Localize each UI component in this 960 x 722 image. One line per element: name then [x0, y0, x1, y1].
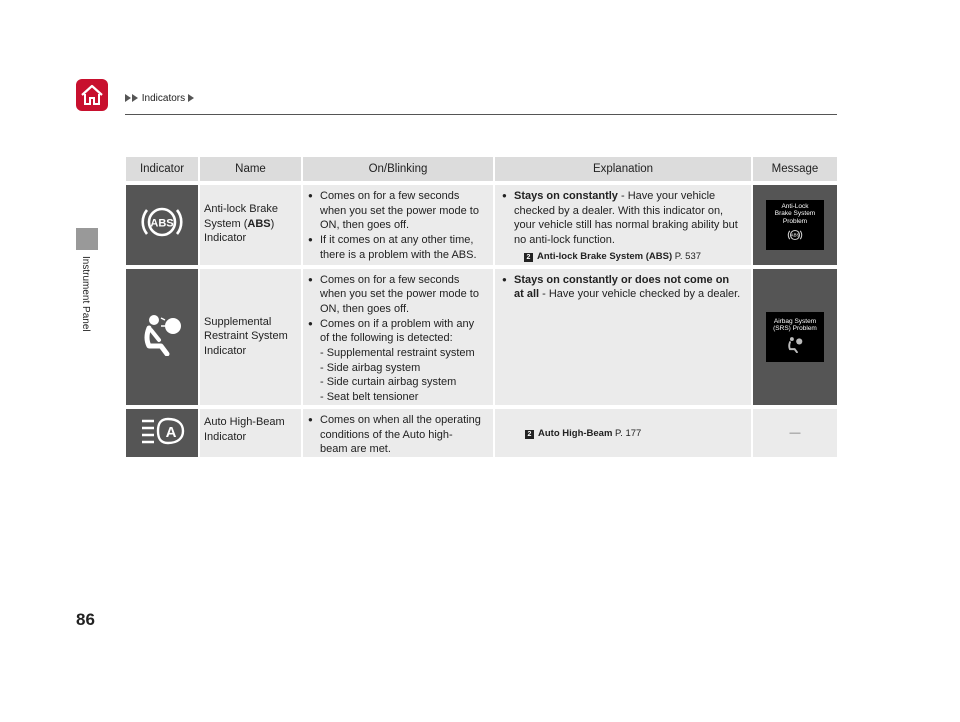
- indicator-name-abbr: ABS: [247, 217, 271, 230]
- auto-high-beam-icon: [138, 416, 186, 446]
- svg-text:ABS: ABS: [150, 217, 174, 230]
- page-number: 86: [76, 610, 95, 629]
- explanation-cell: [495, 405, 753, 457]
- indicator-name: ): [270, 217, 275, 230]
- list-item: ● Comes on for a few seconds when you set the power mode to ON, then goes off.: [307, 189, 489, 233]
- message-none: —: [789, 426, 801, 439]
- list-item: ● Stays on constantly or does not come on at all - Have your vehicle checked by a dealer.: [501, 273, 745, 302]
- list-item: ● If it comes on at any other time, there is a problem with the ABS.: [307, 233, 489, 262]
- abs-icon: [139, 202, 185, 242]
- cross-reference-link[interactable]: 2 Anti-lock Brake System (ABS) P. 537: [524, 250, 745, 265]
- breadcrumb-arrow-icon: [132, 94, 138, 102]
- explanation-cell: [495, 265, 753, 405]
- breadcrumb-arrow-icon: [188, 94, 194, 102]
- message-cell: [753, 405, 837, 457]
- table-row: [126, 265, 837, 405]
- column-header: On/Blinking: [303, 157, 495, 181]
- name-cell: [200, 405, 303, 457]
- home-button[interactable]: [76, 79, 108, 111]
- svg-text:A: A: [165, 423, 177, 441]
- table-row: [126, 405, 837, 457]
- indicator-name: Indicator: [204, 430, 247, 443]
- indicator-name: System (: [204, 217, 248, 230]
- indicator-table: [126, 157, 837, 457]
- abs-icon: [787, 228, 803, 242]
- table-row: [126, 181, 837, 265]
- indicator-name: Restraint System: [204, 330, 288, 343]
- indicator-cell: [126, 265, 200, 405]
- indicator-name: Auto High-Beam: [204, 415, 285, 428]
- indicator-cell: [126, 405, 200, 457]
- indicator-name: Anti-lock Brake: [204, 203, 278, 215]
- indicator-name: Indicator: [204, 345, 247, 358]
- section-label: Instrument Panel: [80, 256, 91, 332]
- breadcrumb-arrow-icon: [125, 94, 131, 102]
- name-cell: [200, 265, 303, 405]
- cross-reference-link[interactable]: 2 Auto High-Beam P. 177: [525, 427, 751, 442]
- indicator-cell: [126, 181, 200, 265]
- column-header: Explanation: [495, 157, 753, 181]
- message-cell: [753, 181, 837, 265]
- breadcrumb-label: Indicators: [141, 93, 186, 104]
- message-display: Anti-Lock Brake System Problem ABS: [766, 200, 824, 250]
- column-header: Name: [200, 157, 303, 181]
- section-tab: [76, 228, 98, 250]
- on-blinking-cell: [303, 405, 495, 457]
- indicator-name: Supplemental: [204, 315, 272, 328]
- column-header: Indicator: [126, 157, 200, 181]
- name-cell: [200, 181, 303, 265]
- home-icon: [80, 84, 104, 106]
- on-blinking-cell: [303, 265, 495, 405]
- svg-text:ABS: ABS: [790, 232, 800, 238]
- reference-arrow-icon: 2: [525, 430, 534, 439]
- explanation-cell: [495, 181, 753, 265]
- message-cell: [753, 265, 837, 405]
- list-item: ● Comes on for a few seconds when you set the power mode to ON, then goes off.: [307, 273, 489, 317]
- list-item: ● Comes on when all the operating conditions of the Auto high- beam are met.: [307, 413, 489, 457]
- breadcrumb[interactable]: [125, 93, 195, 104]
- table-header-row: [126, 157, 837, 181]
- message-display: Airbag System (SRS) Problem: [766, 312, 824, 362]
- list-item: ● Comes on if a problem with any of the following is detected: - Supplemental restraint system - Side airbag system - Side curtain airbag system - Seat belt tensioner: [307, 317, 489, 405]
- list-item: ● Stays on constantly - Have your vehicle checked by a dealer. With this indicator on, your vehicle still has normal braking ability but no anti-lock function. 2 Anti-lock Brake System (ABS) P. 537: [501, 189, 745, 265]
- airbag-icon: [139, 312, 185, 356]
- airbag-icon: [786, 336, 804, 353]
- column-header: Message: [753, 157, 837, 181]
- indicator-name: Indicator: [204, 232, 247, 245]
- on-blinking-cell: [303, 181, 495, 265]
- reference-arrow-icon: 2: [524, 253, 533, 262]
- header-divider: [125, 114, 837, 115]
